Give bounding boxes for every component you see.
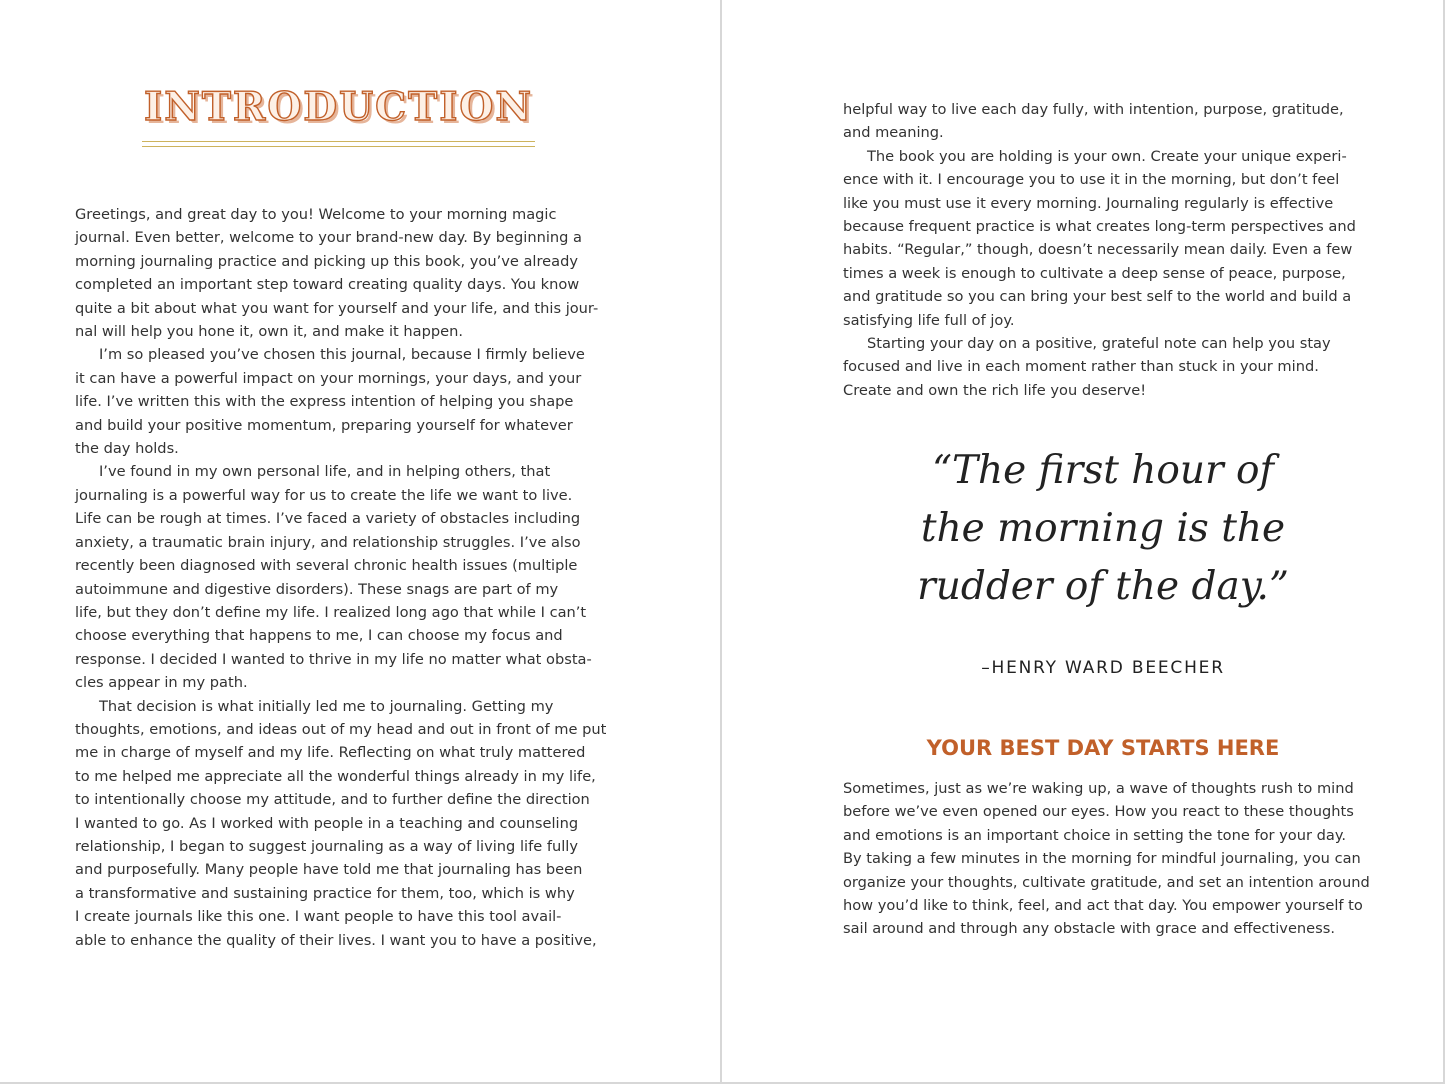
text-line: organize your thoughts, cultivate gratitude, and set an intention around — [843, 873, 1370, 891]
text-line: and emotions is an important choice in setting the tone for your day. — [843, 826, 1347, 844]
text-line: The book you are holding is your own. Create your unique experi- — [867, 147, 1347, 165]
section-heading: YOUR BEST DAY STARTS HERE — [926, 736, 1280, 760]
text-line: focused and live in each moment rather than stuck in your mind. — [843, 358, 1319, 376]
text-line: and build your positive momentum, preparing yourself for whatever — [75, 416, 573, 434]
text-line: helpful way to live each day fully, with intention, purpose, gratitude, — [843, 101, 1344, 118]
text-line: life, but they don’t define my life. I realized long ago that while I can’t — [75, 603, 587, 621]
text-line: autoimmune and digestive disorders). These snags are part of my — [75, 580, 559, 598]
text-line: and meaning. — [843, 124, 944, 142]
text-line: Sometimes, just as we’re waking up, a wave of thoughts rush to mind — [843, 780, 1354, 797]
text-line: I create journals like this one. I want people to have this tool avail- — [75, 908, 562, 926]
text-line: I wanted to go. As I worked with people in a teaching and counseling — [75, 814, 579, 832]
text-line: to intentionally choose my attitude, and to further define the direction — [75, 791, 590, 809]
quote-attribution: –HENRY WARD BEECHER — [981, 658, 1225, 678]
text-line: cles appear in my path. — [75, 674, 248, 692]
text-line: response. I decided I wanted to thrive in my life no matter what obsta- — [75, 650, 592, 668]
quote-line: rudder of the day.” — [917, 564, 1289, 609]
text-line: completed an important step toward creating quality days. You know — [75, 276, 580, 294]
quote-line: the morning is the — [920, 506, 1286, 551]
text-line: morning journaling practice and picking up this book, you’ve already — [75, 252, 578, 270]
text-line: recently been diagnosed with several chronic health issues (multiple — [75, 557, 578, 575]
text-line: journaling is a powerful way for us to create the life we want to live. — [75, 486, 573, 504]
text-line: it can have a powerful impact on your mornings, your days, and your — [75, 369, 582, 387]
right-page — [723, 0, 1445, 1084]
text-line: to me helped me appreciate all the wonderful things already in my life, — [75, 767, 596, 785]
text-line: before we’ve even opened our eyes. How you react to these thoughts — [843, 803, 1354, 821]
text-line: life. I’ve written this with the express intention of helping you shape — [75, 393, 574, 411]
text-line: By taking a few minutes in the morning for mindful journaling, you can — [843, 850, 1361, 868]
text-line: Greetings, and great day to you! Welcome to your morning magic — [75, 206, 557, 223]
text-line: habits. “Regular,” though, doesn’t necessarily mean daily. Even a few — [843, 241, 1353, 259]
text-line: thoughts, emotions, and ideas out of my head and out in front of me put — [75, 720, 607, 738]
text-line: nal will help you hone it, own it, and make it happen. — [75, 323, 463, 341]
left-body-text — [75, 203, 606, 952]
text-line: I’ve found in my own personal life, and in helping others, that — [99, 463, 551, 481]
text-line: choose everything that happens to me, I can choose my focus and — [75, 627, 563, 645]
text-line: me in charge of myself and my life. Reflecting on what truly mattered — [75, 744, 586, 762]
text-line: how you’d like to think, feel, and act that day. You empower yourself to — [843, 897, 1363, 915]
text-line: the day holds. — [75, 440, 179, 458]
text-line: satisfying life full of joy. — [843, 311, 1015, 329]
text-line: times a week is enough to cultivate a deep sense of peace, purpose, — [843, 264, 1346, 282]
quote-line: “The first hour of — [932, 448, 1274, 493]
text-line: Create and own the rich life you deserve! — [843, 381, 1147, 399]
text-line: That decision is what initially led me to journaling. Getting my — [99, 697, 554, 715]
text-line: able to enhance the quality of their lives. I want you to have a positive, — [75, 931, 597, 949]
text-line: a transformative and sustaining practice for them, too, which is why — [75, 884, 575, 902]
text-line: journal. Even better, welcome to your brand-new day. By beginning a — [75, 229, 582, 247]
text-line: Starting your day on a positive, grateful note can help you stay — [867, 335, 1331, 353]
text-line: I’m so pleased you’ve chosen this journal, because I firmly believe — [99, 346, 585, 364]
pull-quote — [903, 442, 1303, 616]
right-top-body-text — [843, 98, 1356, 402]
page-gutter — [720, 0, 722, 1084]
title-rule-top — [142, 141, 535, 142]
text-line: because frequent practice is what creates long-term perspectives and — [843, 218, 1356, 236]
left-page — [0, 0, 722, 1084]
chapter-title: INTRODUCTION — [144, 84, 534, 130]
text-line: and gratitude so you can bring your best self to the world and build a — [843, 288, 1352, 306]
text-line: like you must use it every morning. Journaling regularly is effective — [843, 194, 1334, 212]
text-line: relationship, I began to suggest journaling as a way of living life fully — [75, 837, 578, 855]
right-bottom-body-text — [843, 777, 1370, 941]
text-line: and purposefully. Many people have told me that journaling has been — [75, 861, 583, 879]
text-line: anxiety, a traumatic brain injury, and relationship struggles. I’ve also — [75, 533, 581, 551]
text-line: ence with it. I encourage you to use it in the morning, but don’t feel — [843, 171, 1340, 189]
title-rule-bottom — [142, 146, 535, 147]
text-line: sail around and through any obstacle with grace and effectiveness. — [843, 920, 1335, 938]
text-line: Life can be rough at times. I’ve faced a variety of obstacles including — [75, 510, 581, 528]
text-line: quite a bit about what you want for yourself and your life, and this jour- — [75, 299, 599, 317]
